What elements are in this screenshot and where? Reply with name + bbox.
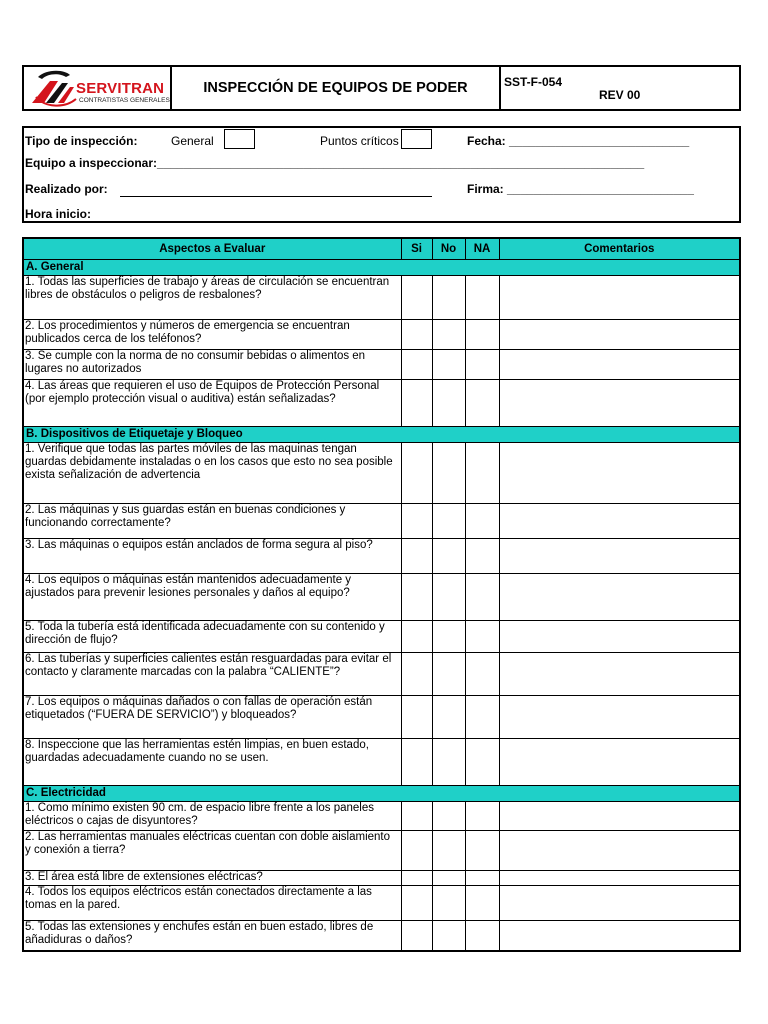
- si-cell[interactable]: [401, 320, 432, 350]
- checklist-question: 2. Las herramientas manuales eléctricas cuentan con doble aislamiento y conexión a tierra?: [23, 831, 401, 871]
- na-cell[interactable]: [465, 504, 499, 539]
- comentarios-cell[interactable]: [499, 831, 740, 871]
- no-cell[interactable]: [432, 380, 465, 427]
- form-code-cell: [501, 67, 739, 109]
- comentarios-cell[interactable]: [499, 350, 740, 380]
- form-title: INSPECCIÓN DE EQUIPOS DE PODER: [172, 67, 501, 109]
- checklist-question: 5. Toda la tubería está identificada adecuadamente con su contenido y dirección de flujo?: [23, 621, 401, 653]
- checklist-row: [23, 886, 740, 921]
- checklist-question: 8. Inspeccione que las herramientas estén limpias, en buen estado, guardadas adecuadamente cuando no se usen.: [23, 739, 401, 786]
- comentarios-cell[interactable]: [499, 380, 740, 427]
- inspection-info: [22, 126, 741, 223]
- checklist-question: 4. Los equipos o máquinas están mantenidos adecuadamente y ajustados para prevenir lesiones personales y daños al equipo?: [23, 574, 401, 621]
- comentarios-cell[interactable]: [499, 320, 740, 350]
- comentarios-cell[interactable]: [499, 921, 740, 951]
- section-header-row: [23, 260, 740, 276]
- section-title: C. Electricidad: [23, 786, 740, 802]
- checklist-row: [23, 802, 740, 831]
- na-cell[interactable]: [465, 539, 499, 574]
- si-cell[interactable]: [401, 653, 432, 696]
- checklist-row: [23, 921, 740, 951]
- no-cell[interactable]: [432, 504, 465, 539]
- checklist-row: [23, 831, 740, 871]
- equipo-field[interactable]: Equipo a inspeccionar:_________________________________________________________________________: [25, 156, 645, 170]
- si-cell[interactable]: [401, 831, 432, 871]
- col-aspectos: Aspectos a Evaluar: [23, 238, 401, 260]
- si-cell[interactable]: [401, 380, 432, 427]
- si-cell[interactable]: [401, 443, 432, 504]
- no-cell[interactable]: [432, 802, 465, 831]
- checklist-row: [23, 696, 740, 739]
- no-cell[interactable]: [432, 276, 465, 320]
- firma-field[interactable]: Firma: ____________________________: [467, 182, 694, 196]
- checklist-question: 3. Se cumple con la norma de no consumir bebidas o alimentos en lugares no autorizados: [23, 350, 401, 380]
- form-header: [22, 65, 741, 111]
- checklist-row: [23, 739, 740, 786]
- no-cell[interactable]: [432, 653, 465, 696]
- no-cell[interactable]: [432, 871, 465, 886]
- fecha-field[interactable]: Fecha: ___________________________: [467, 134, 690, 148]
- hora-label: Hora inicio:: [25, 207, 92, 221]
- checklist-question: 5. Todas las extensiones y enchufes están en buen estado, libres de añadiduras o daños?: [23, 921, 401, 951]
- checklist-row: [23, 871, 740, 886]
- si-cell[interactable]: [401, 696, 432, 739]
- comentarios-cell[interactable]: [499, 802, 740, 831]
- no-cell[interactable]: [432, 350, 465, 380]
- col-na: NA: [465, 238, 499, 260]
- si-cell[interactable]: [401, 886, 432, 921]
- si-cell[interactable]: [401, 539, 432, 574]
- comentarios-cell[interactable]: [499, 539, 740, 574]
- comentarios-cell[interactable]: [499, 886, 740, 921]
- checklist-row: [23, 350, 740, 380]
- no-cell[interactable]: [432, 443, 465, 504]
- si-cell[interactable]: [401, 739, 432, 786]
- checklist-row: [23, 653, 740, 696]
- checklist-question: 2. Las máquinas y sus guardas están en buenas condiciones y funcionando correctamente?: [23, 504, 401, 539]
- general-checkbox[interactable]: [224, 129, 255, 149]
- comentarios-cell[interactable]: [499, 871, 740, 886]
- no-cell[interactable]: [432, 886, 465, 921]
- checklist-question: 3. El área está libre de extensiones eléctricas?: [23, 871, 401, 886]
- checklist-row: [23, 504, 740, 539]
- col-comentarios: Comentarios: [499, 238, 740, 260]
- na-cell[interactable]: [465, 739, 499, 786]
- logo-name: SERVITRAN: [76, 80, 165, 97]
- comentarios-cell[interactable]: [499, 443, 740, 504]
- comentarios-cell[interactable]: [499, 574, 740, 621]
- checklist-question: 4. Todos los equipos eléctricos están conectados directamente a las tomas en la pared.: [23, 886, 401, 921]
- na-cell[interactable]: [465, 380, 499, 427]
- si-cell[interactable]: [401, 276, 432, 320]
- section-title: A. General: [23, 260, 740, 276]
- si-cell[interactable]: [401, 350, 432, 380]
- col-si: Si: [401, 238, 432, 260]
- no-cell[interactable]: [432, 921, 465, 951]
- no-cell[interactable]: [432, 539, 465, 574]
- section-title: B. Dispositivos de Etiquetaje y Bloqueo: [23, 427, 740, 443]
- checklist-question: 2. Los procedimientos y números de emergencia se encuentran publicados cerca de los teléfonos?: [23, 320, 401, 350]
- comentarios-cell[interactable]: [499, 696, 740, 739]
- section-header-row: [23, 786, 740, 802]
- checklist-question: 6. Las tuberías y superficies calientes están resguardadas para evitar el contacto y claramente marcadas con la palabra “CALIENTE”?: [23, 653, 401, 696]
- na-cell[interactable]: [465, 921, 499, 951]
- col-no: No: [432, 238, 465, 260]
- checklist-row: [23, 539, 740, 574]
- comentarios-cell[interactable]: [499, 504, 740, 539]
- no-cell[interactable]: [432, 739, 465, 786]
- checklist-row: [23, 320, 740, 350]
- no-cell[interactable]: [432, 320, 465, 350]
- checklist-row: [23, 276, 740, 320]
- checklist-row: [23, 574, 740, 621]
- na-cell[interactable]: [465, 621, 499, 653]
- si-cell[interactable]: [401, 802, 432, 831]
- na-cell[interactable]: [465, 443, 499, 504]
- si-cell[interactable]: [401, 504, 432, 539]
- form-code: SST-F-054: [504, 75, 563, 89]
- checklist-row: [23, 380, 740, 427]
- na-cell[interactable]: [465, 320, 499, 350]
- na-cell[interactable]: [465, 574, 499, 621]
- si-cell[interactable]: [401, 574, 432, 621]
- form-revision: REV 00: [599, 88, 641, 102]
- no-cell[interactable]: [432, 696, 465, 739]
- na-cell[interactable]: [465, 696, 499, 739]
- general-label: General: [171, 134, 214, 148]
- checklist-question: 4. Las áreas que requieren el uso de Equipos de Protección Personal (por ejemplo protección visual o auditiva) están señalizadas?: [23, 380, 401, 427]
- checklist-table: [22, 237, 741, 952]
- na-cell[interactable]: [465, 871, 499, 886]
- na-cell[interactable]: [465, 653, 499, 696]
- logo-tagline: CONTRATISTAS GENERALES: [79, 97, 170, 104]
- comentarios-cell[interactable]: [499, 653, 740, 696]
- tipo-label: Tipo de inspección:: [25, 134, 138, 148]
- comentarios-cell[interactable]: [499, 739, 740, 786]
- na-cell[interactable]: [465, 802, 499, 831]
- section-header-row: [23, 427, 740, 443]
- checklist-question: 7. Los equipos o máquinas dañados o con fallas de operación están etiquetados (“FUERA DE SERVICIO”) y bloqueados?: [23, 696, 401, 739]
- logo: [24, 67, 172, 109]
- no-cell[interactable]: [432, 831, 465, 871]
- si-cell[interactable]: [401, 621, 432, 653]
- table-header-row: [23, 238, 740, 260]
- checklist-question: 3. Las máquinas o equipos están anclados de forma segura al piso?: [23, 539, 401, 574]
- na-cell[interactable]: [465, 886, 499, 921]
- comentarios-cell[interactable]: [499, 621, 740, 653]
- realizado-input-line[interactable]: [120, 196, 432, 197]
- checklist-question: 1. Como mínimo existen 90 cm. de espacio libre frente a los paneles eléctricos o cajas de disyuntores?: [23, 802, 401, 831]
- si-cell[interactable]: [401, 871, 432, 886]
- checklist-question: 1. Verifique que todas las partes móviles de las maquinas tengan guardas debidamente instaladas o en los casos que esto no sea posible exista señalización de advertencia: [23, 443, 401, 504]
- no-cell[interactable]: [432, 574, 465, 621]
- na-cell[interactable]: [465, 350, 499, 380]
- si-cell[interactable]: [401, 921, 432, 951]
- realizado-label: Realizado por:: [25, 182, 108, 196]
- na-cell[interactable]: [465, 276, 499, 320]
- puntos-criticos-label: Puntos críticos: [320, 134, 399, 148]
- puntos-criticos-checkbox[interactable]: [401, 129, 432, 149]
- comentarios-cell[interactable]: [499, 276, 740, 320]
- checklist-row: [23, 443, 740, 504]
- checklist-question: 1. Todas las superficies de trabajo y áreas de circulación se encuentran libres de obstáculos o peligros de resbalones?: [23, 276, 401, 320]
- no-cell[interactable]: [432, 621, 465, 653]
- checklist-row: [23, 621, 740, 653]
- na-cell[interactable]: [465, 831, 499, 871]
